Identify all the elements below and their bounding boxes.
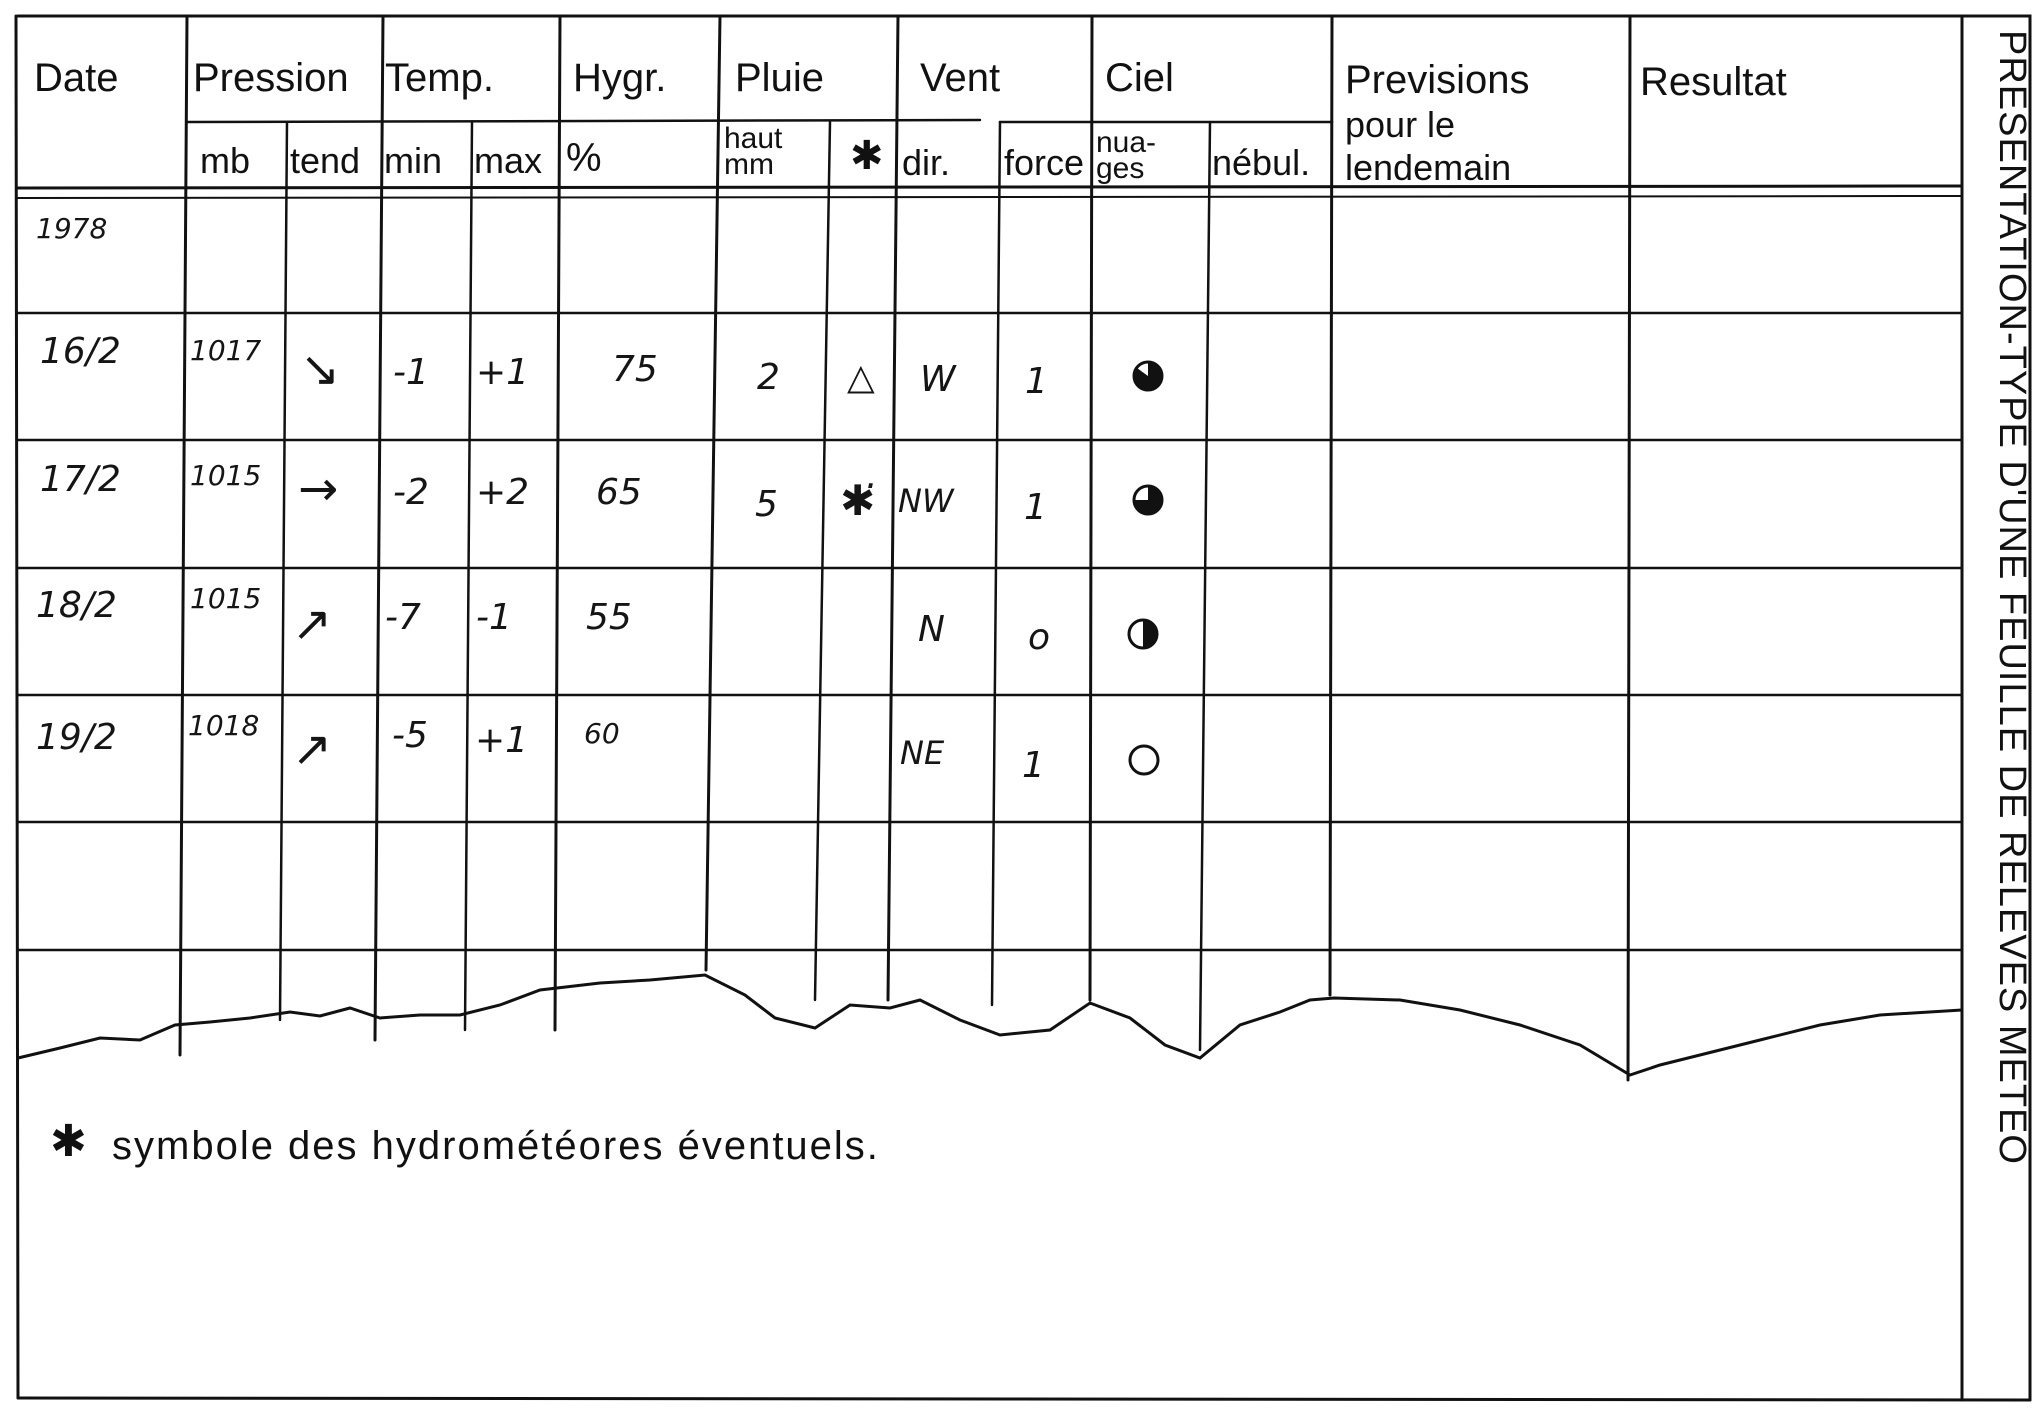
cell-hygr: 65 [596, 472, 642, 513]
cell-hygr: 60 [584, 717, 620, 750]
subheader-mb: mb [200, 140, 251, 181]
header-previsions: Previsions [1345, 58, 1530, 102]
cloud-cover-icon [1123, 614, 1163, 654]
cell-haut: 2 [757, 357, 780, 398]
header-resultat: Resultat [1640, 60, 1787, 104]
footnote-asterisk-icon: ✱ [50, 1117, 87, 1166]
cell-min: -5 [392, 715, 428, 756]
cell-mb: 1015 [190, 582, 262, 615]
cell-mb: 1018 [188, 709, 260, 742]
cell-dir: W [920, 359, 956, 400]
subheader-dir: dir. [902, 142, 951, 183]
cell-min: -7 [385, 597, 421, 638]
subheader-percent: % [566, 136, 602, 180]
cell-dir: N [918, 609, 945, 650]
cell-max: -1 [476, 597, 512, 638]
cell-hydro-icon: △ [847, 357, 875, 398]
cell-force: o [1028, 617, 1051, 658]
cell-date: 17/2 [40, 459, 121, 500]
cloud-cover-icon [1128, 480, 1168, 520]
header-pression: Pression [193, 56, 349, 100]
subheader-hydrometeor-icon: ✱ [850, 134, 884, 178]
header-hygr: Hygr. [573, 56, 667, 100]
header-date: Date [34, 56, 119, 100]
cell-force: 1 [1024, 487, 1047, 528]
subheader-max: max [474, 140, 543, 181]
header-previsions-line3: lendemain [1345, 147, 1512, 188]
cell-max: +1 [476, 352, 530, 393]
cell-dir: NW [898, 482, 954, 520]
subheader-nebul: nébul. [1212, 142, 1311, 183]
cell-max: +1 [475, 720, 529, 761]
cell-min: -2 [393, 472, 429, 513]
cloud-cover-icon [1124, 740, 1164, 780]
subheader-haut: haut [724, 122, 783, 155]
subheader-nuages-l1: nua- [1096, 126, 1157, 159]
cell-force: 1 [1022, 745, 1045, 786]
cell-tend-icon: → [298, 461, 339, 517]
cell-tend-icon: ↘ [300, 341, 341, 397]
cell-tend-icon: ↗ [292, 721, 333, 777]
header-ciel: Ciel [1105, 56, 1174, 100]
cell-date: 19/2 [36, 717, 117, 758]
subheader-force: force [1004, 142, 1085, 183]
cell-hygr: 55 [586, 597, 632, 638]
header-vent: Vent [920, 56, 1001, 100]
subheader-min: min [384, 140, 443, 181]
cell-hydro-icon: ✱̇ [840, 476, 876, 525]
header-previsions-line2: pour le [1345, 104, 1456, 145]
sheet-title: PRESENTATION-TYPE D'UNE FEUILLE DE RELEVES METEO [1991, 30, 2033, 1165]
cell-force: 1 [1025, 361, 1048, 402]
cell-haut: 5 [755, 484, 778, 525]
subheader-mm: mm [724, 148, 774, 181]
cell-mb: 1015 [190, 459, 262, 492]
subheader-tend: tend [290, 140, 361, 181]
cell-tend-icon: ↗ [292, 596, 333, 652]
header-temp: Temp. [385, 56, 494, 100]
cell-hygr: 75 [612, 349, 658, 390]
cell-mb: 1017 [190, 334, 262, 367]
cloud-cover-icon [1128, 356, 1168, 396]
cell-max: +2 [476, 472, 530, 513]
subheader-nuages-l2: ges [1096, 152, 1145, 185]
cell-dir: NE [900, 734, 945, 772]
year-label: 1978 [36, 212, 108, 245]
footnote-text: symbole des hydrométéores éventuels. [112, 1124, 880, 1168]
cell-date: 16/2 [40, 331, 121, 372]
cell-min: -1 [393, 352, 429, 393]
cell-date: 18/2 [36, 585, 117, 626]
header-pluie: Pluie [735, 56, 824, 100]
